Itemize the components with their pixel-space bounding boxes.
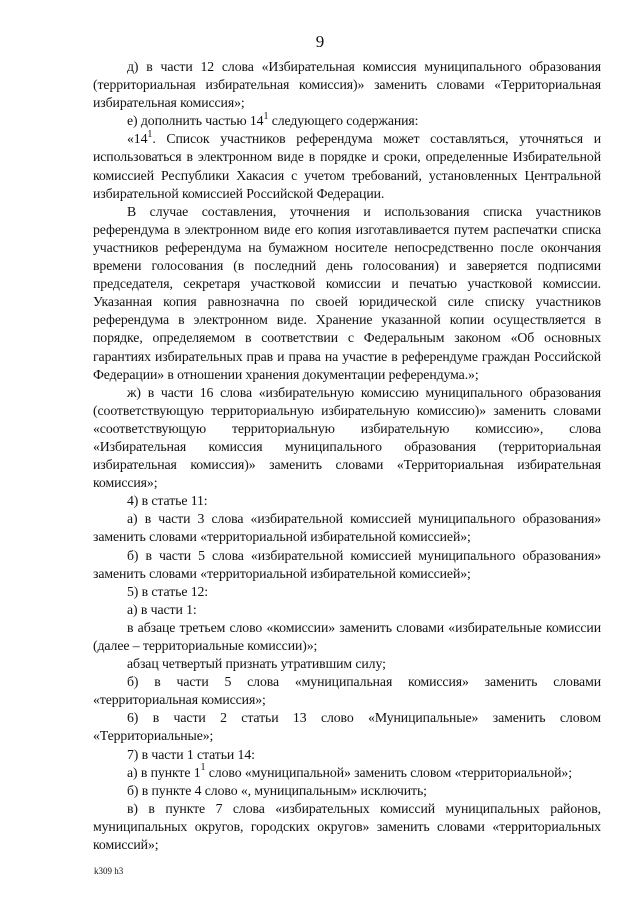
paragraph: абзац четвертый признать утратившим силу; — [127, 656, 386, 672]
paragraph: 5) в статье 12: — [127, 583, 209, 599]
paragraph: 4) в статье 11: — [127, 493, 208, 509]
paragraph: «$14^1$. Список участников референдума может составляться, уточняться и использоваться в электронном виде в порядке и сроки, определенные Избирательной комиссией Республики Хакасия с учетом требований, установленных Центральной избирательной комиссией Российской Федерации. — [93, 128, 601, 201]
paragraph: а) в части 1: — [127, 601, 197, 617]
superscript: 1 — [147, 128, 153, 140]
paragraph: б) в пункте 4 слово «, муниципальным» исключить; — [127, 782, 427, 798]
paragraph: а) в части 3 слова «избирательной комиссией муниципального образования» заменить словами «территориальной избирательной комиссией»; — [93, 511, 601, 545]
paragraph: В случае составления, уточнения и использования списка участников референдума в электронном виде его копия изготавливается путем распечатки списка участников референдума на бумажном носителе непосредственно после окончания времени голосования (в последний день голосования) и заверяется подписями председателя, секретаря участковой комиссии и печатью участковой комиссии. Указанная копия равнозначна по своей юридической силе списку участников референдума в электронном виде. Хранение указанной копии осуществляется в порядке, определяемом в соответствии с Федеральным законом «Об основных гарантиях избирательных прав и права на участие в референдуме граждан Российской Федерации» в отношении хранения документации референдума.»; — [93, 203, 601, 382]
paragraph: б) в части 5 слова «избирательной комиссией муниципального образования» заменить словами «территориальной избирательной комиссией»; — [93, 547, 601, 581]
document-body — [93, 58, 601, 854]
document-code: k309 h3 — [94, 866, 124, 876]
superscript: 1 — [263, 110, 269, 122]
paragraph: б) в части 5 слова «муниципальная комиссия» заменить словами «территориальная комиссия»; — [93, 674, 601, 708]
paragraph: 6) в части 2 статьи 13 слово «Муниципальные» заменить словом «Территориальные»; — [93, 710, 601, 744]
superscript: 1 — [200, 762, 206, 774]
paragraph: д) в части 12 слова «Избирательная комиссия муниципального образования (территориальная избирательная комиссия)» заменить словами «Территориальная избирательная комиссия»; — [93, 59, 601, 111]
paragraph: ж) в части 16 слова «избирательную комиссию муниципального образования (соответствующую территориальную избирательную комиссию)» заменить словами «соответствующую территориальную избирательную комиссию», слова «Избирательная комиссия муниципального образования (территориальная избирательная комиссия)» заменить словами «Территориальная избирательная комиссия»; — [93, 384, 601, 491]
paragraph: е) дополнить частью $14^1$ следующего содержания: — [127, 110, 419, 129]
paragraph: в абзаце третьем слово «комиссии» заменить словами «избирательные комиссии (далее – территориальные комиссии)»; — [93, 619, 601, 653]
page-number: 9 — [315, 32, 325, 51]
paragraph: в) в пункте 7 слова «избирательных комиссий муниципальных районов, муниципальных округов, городских округов» заменить словами «территориальных комиссий»; — [93, 800, 601, 853]
paragraph: 7) в части 1 статьи 14: — [127, 746, 255, 762]
paragraph: а) в пункте $1^1$ слово «муниципальной» заменить словом «территориальной»; — [127, 762, 572, 780]
